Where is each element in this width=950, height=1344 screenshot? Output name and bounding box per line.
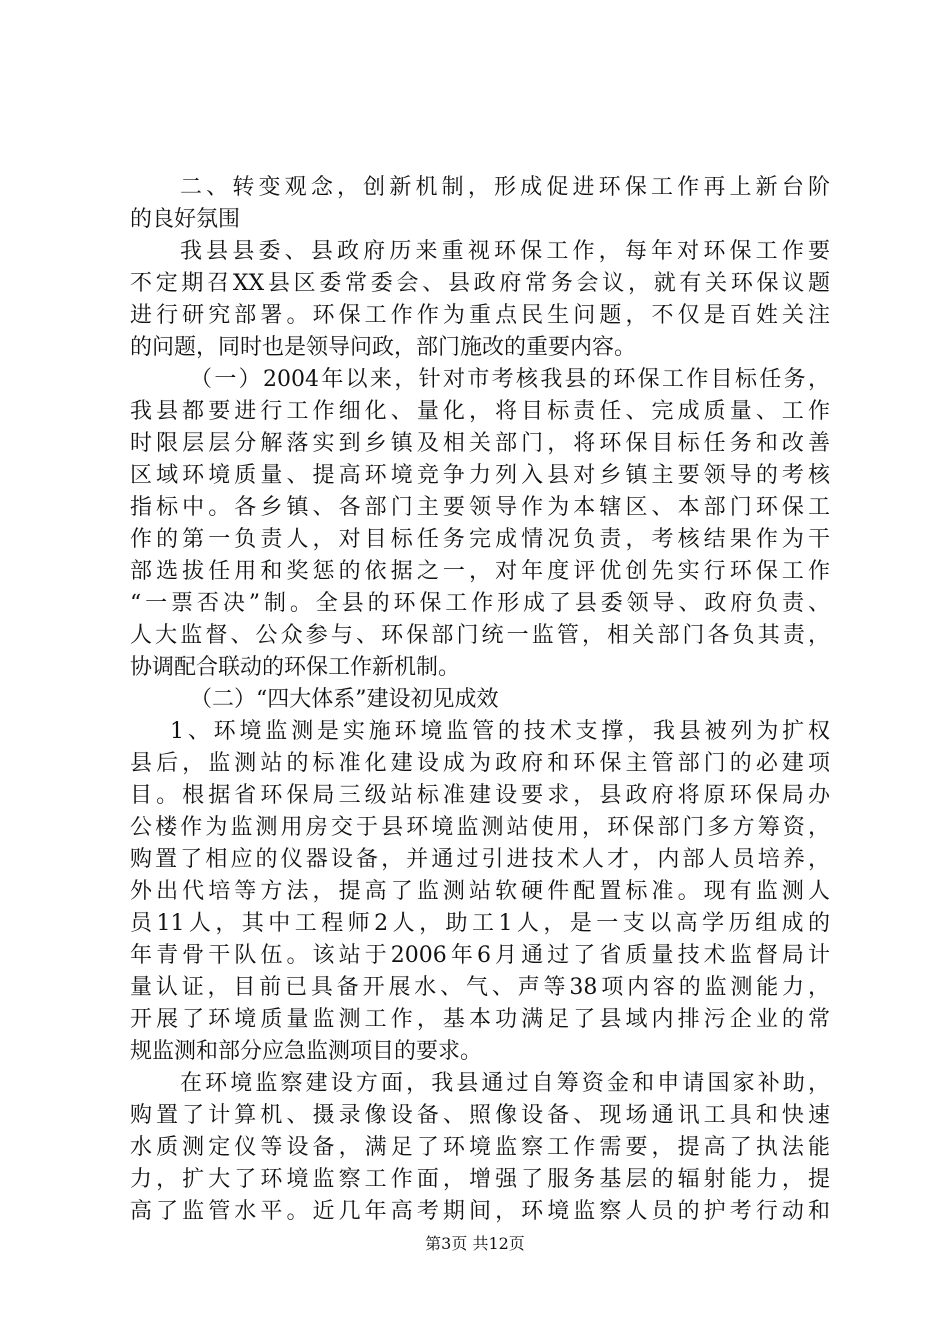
text-line: 县后，监测站的标准化建设成为政府和环保主管部门的必建项: [130, 751, 830, 776]
text-line: 购置了计算机、摄录像设备、照像设备、现场通讯工具和快速: [130, 1103, 830, 1128]
text-line: 外出代培等方法，提高了监测站软硬件配置标准。现有监测人: [130, 879, 830, 904]
text-line: 的良好氛围: [130, 207, 241, 232]
text-line: （二）“四大体系”建设初见成效: [190, 687, 499, 712]
text-line: 开展了环境质量监测工作，基本功满足了县域内排污企业的常: [130, 1007, 830, 1032]
text-line: 规监测和部分应急监测项目的要求。: [130, 1039, 483, 1064]
text-line: 力，扩大了环境监察工作面，增强了服务基层的辐射能力，提: [130, 1167, 830, 1192]
text-line: 在环境监察建设方面，我县通过自筹资金和申请国家补助，: [180, 1071, 830, 1096]
text-line: 作的第一负责人，对目标任务完成情况负责，考核结果作为干: [130, 527, 830, 552]
text-line: 进行研究部署。环保工作作为重点民生问题，不仅是百姓关注: [130, 303, 830, 328]
text-line: 1、环境监测是实施环境监管的技术支撑，我县被列为扩权: [170, 719, 830, 744]
text-line: 人大监督、公众参与、环保部门统一监管，相关部门各负其责，: [130, 623, 830, 648]
text-line: 我县县委、县政府历来重视环保工作，每年对环保工作要: [180, 239, 830, 264]
text-line: 时限层层分解落实到乡镇及相关部门，将环保目标任务和改善: [130, 431, 830, 456]
text-line: 不定期召XX县区委常委会、县政府常务会议，就有关环保议题: [130, 271, 830, 296]
text-line: 员11人，其中工程师2人，助工1人，是一支以高学历组成的: [130, 911, 830, 936]
text-line: 高了监管水平。近几年高考期间，环境监察人员的护考行动和: [130, 1199, 830, 1224]
text-line: 协调配合联动的环保工作新机制。: [130, 655, 461, 680]
text-line: 二、转变观念，创新机制，形成促进环保工作再上新台阶: [180, 175, 830, 200]
document-body: [130, 172, 830, 1228]
text-line: 水质测定仪等设备，满足了环境监察工作需要，提高了执法能: [130, 1135, 830, 1160]
text-line: 我县都要进行工作细化、量化，将目标责任、完成质量、工作: [130, 399, 830, 424]
text-line: 目。根据省环保局三级站标准建设要求，县政府将原环保局办: [130, 783, 830, 808]
page-footer: 第3页 共12页: [425, 1234, 525, 1253]
text-line: 部选拔任用和奖惩的依据之一，对年度评优创先实行环保工作: [130, 559, 830, 584]
text-line: （一）2004年以来，针对市考核我县的环保工作目标任务，: [190, 367, 830, 392]
text-line: “一票否决”制。全县的环保工作形成了县委领导、政府负责、: [130, 591, 830, 616]
text-line: 的问题，同时也是领导问政，部门施改的重要内容。: [130, 335, 637, 360]
text-line: 区域环境质量、提高环境竞争力列入县对乡镇主要领导的考核: [130, 463, 830, 488]
text-line: 年青骨干队伍。该站于2006年6月通过了省质量技术监督局计: [130, 943, 830, 968]
text-line: 购置了相应的仪器设备，并通过引进技术人才，内部人员培养，: [130, 847, 830, 872]
text-line: 指标中。各乡镇、各部门主要领导作为本辖区、本部门环保工: [130, 495, 830, 520]
text-line: 公楼作为监测用房交于县环境监测站使用，环保部门多方筹资，: [130, 815, 830, 840]
text-line: 量认证，目前已具备开展水、气、声等38项内容的监测能力，: [130, 975, 830, 1000]
